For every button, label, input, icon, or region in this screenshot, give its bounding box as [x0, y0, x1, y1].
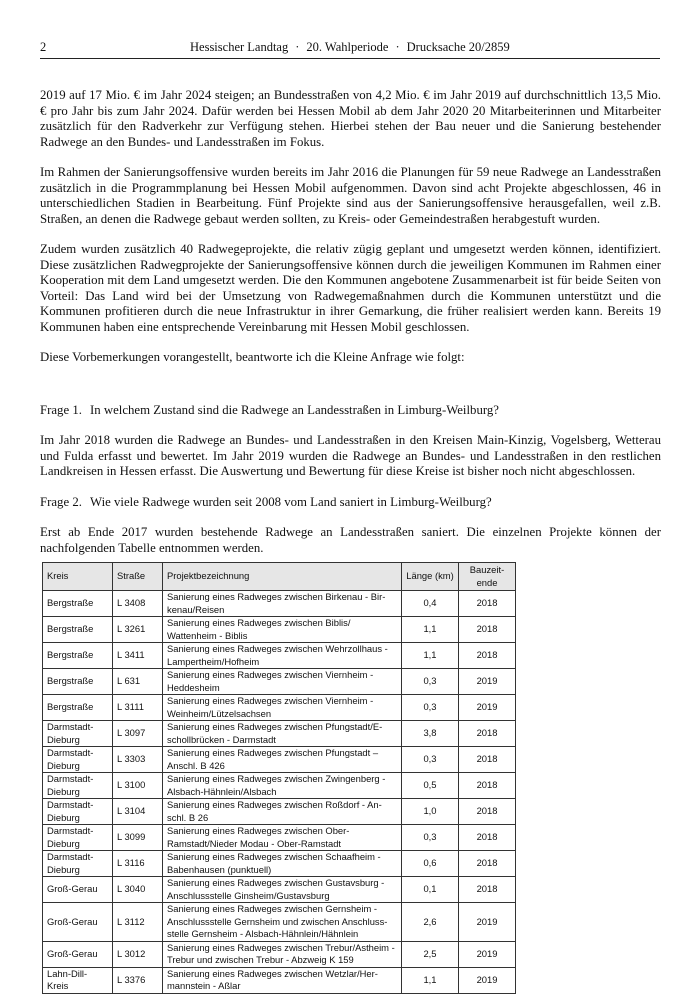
cell-bauzeitende: 2018	[459, 851, 516, 877]
table-row	[43, 643, 516, 669]
cell-projekt: Sanierung eines Radweges zwischen Gustavsburg - Anschlussstelle Ginsheim/Gustavsburg	[163, 877, 402, 903]
cell-kreis: Bergstraße	[43, 669, 113, 695]
projects-table	[42, 562, 516, 994]
header-body: Hessischer Landtag	[190, 40, 289, 54]
cell-projekt: Sanierung eines Radweges zwischen Biblis/ Wattenheim - Biblis	[163, 617, 402, 643]
paragraph: Zudem wurden zusätzlich 40 Radwegeprojekte, die relativ zügig geplant und umgesetzt werden können, identifiziert. Diese zusätzlichen Radwegprojekte der Sanierungsoffensive können durch die jeweiligen Kommunen im Rahmen einer Kooperation mit dem Land umgesetzt werden. Die den Kommunen angebotene Zusammenarbeit ist für beide Seiten von Vorteil: Das Land wird bei der Umsetzung von Radwegemaßnahmen durch die Kommunen unterstützt und die Kommunen profitieren durch die neue Infrastruktur in ihrer Gemarkung, die früher realisiert werden kann. Bereits 19 Kommunen haben eine entsprechende Vereinbarung mit Hessen Mobil geschlossen.	[40, 242, 661, 334]
cell-projekt: Sanierung eines Radweges zwischen Ober-Ramstadt/Nieder Modau - Ober-Ramstadt	[163, 825, 402, 851]
cell-laenge: 2,5	[402, 941, 459, 967]
paragraph: Im Rahmen der Sanierungsoffensive wurden bereits im Jahr 2016 die Planungen für 59 neue Radwege an Landesstraßen zusätzlich in die Programmplanung bei Hessen Mobil aufgenommen. Davon sind acht Projekte abgeschlossen, 46 in unterschiedlichen Stadien in Bearbeitung. Fünf Projekte sind aus der Sanierungsoffensive herausgefallen, weil z.B. Straßen, an denen die Radwege gebaut werden sollten, zu Kreis- oder Gemeindestraßen herabgestuft wurden.	[40, 165, 661, 226]
cell-laenge: 0,3	[402, 695, 459, 721]
cell-kreis: Darmstadt-Dieburg	[43, 721, 113, 747]
table-row	[43, 851, 516, 877]
table-row	[43, 825, 516, 851]
col-header-kreis: Kreis	[43, 563, 113, 591]
table-header-row	[43, 563, 516, 591]
cell-kreis: Darmstadt-Dieburg	[43, 851, 113, 877]
cell-laenge: 0,5	[402, 773, 459, 799]
cell-kreis: Darmstadt-Dieburg	[43, 799, 113, 825]
cell-laenge: 0,3	[402, 747, 459, 773]
col-header-projekt: Projektbezeichnung	[163, 563, 402, 591]
question-text: In welchem Zustand sind die Radwege an Landesstraßen in Limburg-Weilburg?	[90, 402, 499, 417]
cell-bauzeitende: 2018	[459, 617, 516, 643]
cell-strasse: L 3012	[113, 941, 163, 967]
table-row	[43, 695, 516, 721]
cell-strasse: L 3376	[113, 967, 163, 993]
cell-projekt: Sanierung eines Radweges zwischen Schaafheim - Babenhausen (punktuell)	[163, 851, 402, 877]
answer-2: Erst ab Ende 2017 wurden bestehende Radwege an Landesstraßen saniert. Die einzelnen Projekte können der nachfolgenden Tabelle entnommen werden.	[40, 525, 661, 555]
table-row	[43, 799, 516, 825]
cell-laenge: 3,8	[402, 721, 459, 747]
cell-strasse: L 3408	[113, 591, 163, 617]
cell-strasse: L 3411	[113, 643, 163, 669]
cell-strasse: L 3040	[113, 877, 163, 903]
header-center: Hessischer Landtag · 20. Wahlperiode · Drucksache 20/2859	[190, 40, 510, 54]
cell-projekt: Sanierung eines Radweges zwischen Birkenau - Bir-kenau/Reisen	[163, 591, 402, 617]
cell-strasse: L 3097	[113, 721, 163, 747]
cell-strasse: L 3104	[113, 799, 163, 825]
cell-projekt: Sanierung eines Radweges zwischen Wetzlar/Her-mannstein - Aßlar	[163, 967, 402, 993]
cell-projekt: Sanierung eines Radweges zwischen Zwingenberg - Alsbach-Hähnlein/Alsbach	[163, 773, 402, 799]
cell-bauzeitende: 2018	[459, 747, 516, 773]
table-row	[43, 903, 516, 942]
table-row	[43, 773, 516, 799]
cell-strasse: L 3099	[113, 825, 163, 851]
cell-projekt: Sanierung eines Radweges zwischen Trebur/Astheim - Trebur und zwischen Trebur - Abzweig K 159	[163, 941, 402, 967]
page-header	[40, 40, 660, 59]
table-row	[43, 877, 516, 903]
cell-laenge: 0,4	[402, 591, 459, 617]
cell-kreis: Darmstadt-Dieburg	[43, 773, 113, 799]
question-label: Frage 2.	[40, 494, 82, 509]
col-header-bauzeitende: Bauzeit-ende	[459, 563, 516, 591]
paragraph: Diese Vorbemerkungen vorangestellt, beantworte ich die Kleine Anfrage wie folgt:	[40, 350, 465, 364]
cell-bauzeitende: 2018	[459, 877, 516, 903]
cell-strasse: L 3261	[113, 617, 163, 643]
cell-projekt: Sanierung eines Radweges zwischen Gernsheim - Anschlussstelle Gernsheim und zwischen Anschluss-stelle Gernsheim - Alsbach-Hähnlein/Hähnlein	[163, 903, 402, 942]
cell-strasse: L 631	[113, 669, 163, 695]
page-number: 2	[40, 40, 47, 54]
cell-projekt: Sanierung eines Radweges zwischen Viernheim - Heddesheim	[163, 669, 402, 695]
cell-strasse: L 3111	[113, 695, 163, 721]
cell-bauzeitende: 2019	[459, 695, 516, 721]
cell-laenge: 1,0	[402, 799, 459, 825]
cell-kreis: Darmstadt-Dieburg	[43, 825, 113, 851]
cell-laenge: 1,1	[402, 643, 459, 669]
cell-bauzeitende: 2018	[459, 643, 516, 669]
cell-projekt: Sanierung eines Radweges zwischen Roßdorf - An-schl. B 26	[163, 799, 402, 825]
cell-bauzeitende: 2019	[459, 903, 516, 942]
col-header-laenge: Länge (km)	[402, 563, 459, 591]
cell-laenge: 0,6	[402, 851, 459, 877]
cell-laenge: 2,6	[402, 903, 459, 942]
cell-strasse: L 3100	[113, 773, 163, 799]
cell-kreis: Bergstraße	[43, 591, 113, 617]
cell-projekt: Sanierung eines Radweges zwischen Pfungstadt/E-schollbrücken - Darmstadt	[163, 721, 402, 747]
table-row	[43, 941, 516, 967]
cell-bauzeitende: 2018	[459, 799, 516, 825]
cell-kreis: Bergstraße	[43, 643, 113, 669]
question-1	[40, 403, 661, 419]
cell-kreis: Lahn-Dill-Kreis	[43, 967, 113, 993]
cell-bauzeitende: 2019	[459, 967, 516, 993]
table-row	[43, 591, 516, 617]
header-period: 20. Wahlperiode	[306, 40, 389, 54]
cell-bauzeitende: 2019	[459, 941, 516, 967]
cell-bauzeitende: 2018	[459, 591, 516, 617]
cell-kreis: Bergstraße	[43, 695, 113, 721]
header-doc: Drucksache 20/2859	[406, 40, 510, 54]
cell-projekt: Sanierung eines Radweges zwischen Viernheim - Weinheim/Lützelsachsen	[163, 695, 402, 721]
answer-1: Im Jahr 2018 wurden die Radwege an Bundes- und Landesstraßen in den Kreisen Main-Kinzig, Vogelsberg, Wetterau und Fulda erfasst und bewertet. Im Jahr 2019 wurden die Radwege an Bundes- und Landesstraßen in den restlichen Landkreisen in Hessen erfasst. Die Auswertung und Bewertung für diese Kreise ist bisher noch nicht abgeschlossen.	[40, 433, 661, 478]
cell-projekt: Sanierung eines Radweges zwischen Pfungstadt – Anschl. B 426	[163, 747, 402, 773]
cell-laenge: 0,3	[402, 669, 459, 695]
table-row	[43, 617, 516, 643]
question-2	[40, 495, 661, 511]
cell-bauzeitende: 2018	[459, 773, 516, 799]
cell-kreis: Bergstraße	[43, 617, 113, 643]
cell-kreis: Groß-Gerau	[43, 941, 113, 967]
document-body	[40, 88, 661, 994]
paragraph: 2019 auf 17 Mio. € im Jahr 2024 steigen; an Bundesstraßen von 4,2 Mio. € im Jahr 2019 auf durchschnittlich 13,5 Mio. € pro Jahr bis zum Jahr 2024. Dafür werden bei Hessen Mobil ab dem Jahr 2020 20 Mitarbeiterinnen und Mitarbeiter zusätzlich für den Radverkehr zur Verfügung stehen. Hierbei stehen der Bau neuer und die Sanierung bestehender Radwege an den Bundes- und Landesstraßen im Fokus.	[40, 88, 661, 149]
table-row	[43, 747, 516, 773]
cell-laenge: 1,1	[402, 617, 459, 643]
question-label: Frage 1.	[40, 402, 82, 417]
cell-kreis: Groß-Gerau	[43, 903, 113, 942]
table-row	[43, 669, 516, 695]
cell-strasse: L 3112	[113, 903, 163, 942]
table-row	[43, 967, 516, 993]
cell-projekt: Sanierung eines Radweges zwischen Wehrzollhaus - Lampertheim/Hofheim	[163, 643, 402, 669]
cell-strasse: L 3303	[113, 747, 163, 773]
col-header-strasse: Straße	[113, 563, 163, 591]
cell-laenge: 0,1	[402, 877, 459, 903]
cell-strasse: L 3116	[113, 851, 163, 877]
cell-laenge: 1,1	[402, 967, 459, 993]
cell-kreis: Darmstadt-Dieburg	[43, 747, 113, 773]
cell-kreis: Groß-Gerau	[43, 877, 113, 903]
table-row	[43, 721, 516, 747]
question-text: Wie viele Radwege wurden seit 2008 vom Land saniert in Limburg-Weilburg?	[90, 494, 492, 509]
cell-bauzeitende: 2018	[459, 825, 516, 851]
cell-laenge: 0,3	[402, 825, 459, 851]
cell-bauzeitende: 2018	[459, 721, 516, 747]
cell-bauzeitende: 2019	[459, 669, 516, 695]
